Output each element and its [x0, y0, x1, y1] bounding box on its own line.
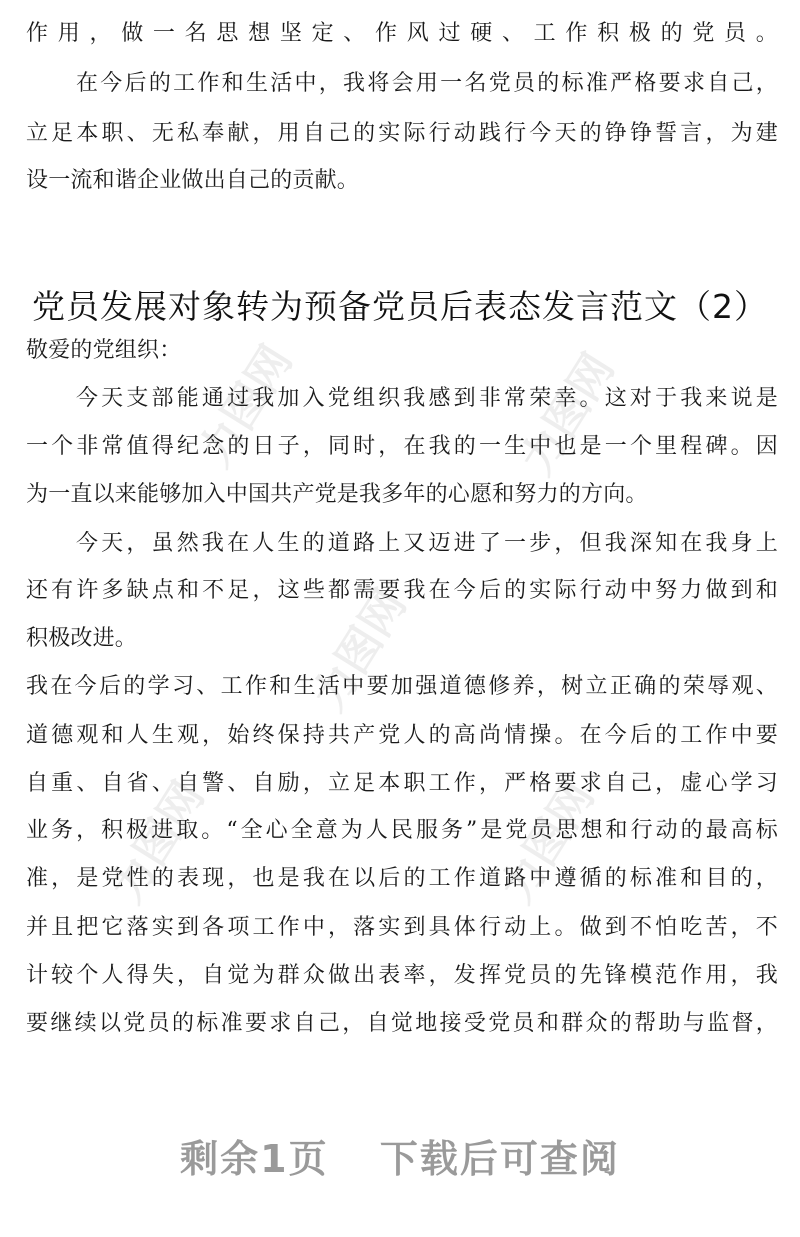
remaining-pages-label: 剩余1页	[180, 1137, 329, 1181]
body-line: 计较个人得失，自觉为群众做出表率，发挥党员的先锋模范作用，我	[26, 963, 778, 988]
top-paragraph-line: 设一流和谐企业做出自己的贡献。	[26, 168, 360, 193]
body-line: 自重、自省、自警、自励，立足本职工作，严格要求自己，虚心学习	[26, 771, 778, 796]
download-prompt[interactable]	[0, 1133, 800, 1185]
section-heading: 党员发展对象转为预备党员后表态发言范文（2）	[32, 287, 768, 327]
body-line: 业务，积极进取。“全心全意为人民服务”是党员思想和行动的最高标	[26, 818, 778, 843]
body-line: 积极改进。	[26, 626, 138, 651]
body-line: 我在今后的学习、工作和生活中要加强道德修养，树立正确的荣辱观、	[26, 674, 778, 699]
body-line: 还有许多缺点和不足，这些都需要我在今后的实际行动中努力做到和	[26, 578, 778, 603]
watermark-text: 力图网	[189, 336, 303, 476]
body-line: 道德观和人生观，始终保持共产党人的高尚情操。在今后的工作中要	[26, 723, 778, 748]
watermark-text: 力图网	[101, 772, 215, 912]
download-hint-label: 下载后可查阅	[379, 1137, 620, 1181]
top-paragraph-line: 立足本职、无私奉献，用自己的实际行动践行今天的铮铮誓言，为建	[26, 121, 778, 146]
watermark-text: 力图网	[303, 580, 417, 720]
watermark-text: 力图网	[511, 344, 625, 484]
top-paragraph-line: 在今后的工作和生活中，我将会用一名党员的标准严格要求自己，	[76, 71, 778, 96]
body-line: 并且把它落实到各项工作中，落实到具体行动上。做到不怕吃苦，不	[26, 915, 778, 940]
top-paragraph-line: 作用，做一名思想坚定、作风过硬、工作积极的党员。	[26, 21, 778, 46]
body-line: 要继续以党员的标准要求自己，自觉地接受党员和群众的帮助与监督，	[26, 1011, 778, 1036]
body-line: 为一直以来能够加入中国共产党是我多年的心愿和努力的方向。	[26, 482, 648, 507]
body-line: 准，是党性的表现，也是我在以后的工作道路中遵循的标准和目的，	[26, 866, 778, 891]
body-line: 一个非常值得纪念的日子，同时，在我的一生中也是一个里程碑。因	[26, 434, 778, 459]
salutation: 敬爱的党组织：	[26, 338, 182, 363]
body-line: 今天，虽然我在人生的道路上又迈进了一步，但我深知在我身上	[76, 531, 778, 556]
body-line: 今天支部能通过我加入党组织我感到非常荣幸。这对于我来说是	[76, 386, 778, 411]
watermark-text: 力图网	[491, 772, 605, 912]
